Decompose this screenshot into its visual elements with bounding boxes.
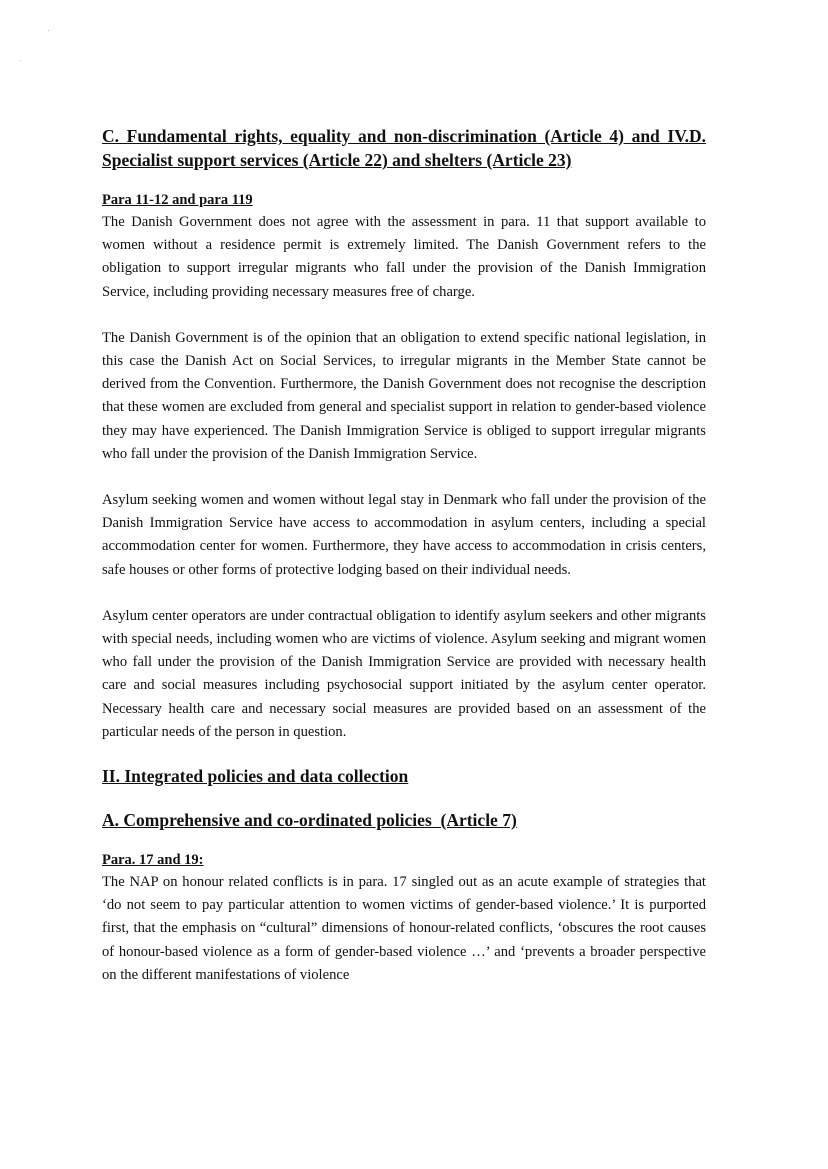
para-11-12-paragraph-1: The Danish Government does not agree with the assessment in para. 11 that support available to women without a residence permit is extremely limited. The Danish Government refers to the obligation to support irregular migrants who fall under the provision of the Danish Immigration Service, including providing necessary measures free of charge. xyxy=(102,214,706,300)
para-17-19-heading: Para. 17 and 19: xyxy=(102,852,204,869)
section-c-heading: C. Fundamental rights, equality and non-discrimination (Article 4) and IV.D. Specialist support services (Article 22) and shelters (Article 23) xyxy=(102,126,706,170)
scan-speck xyxy=(48,30,49,31)
para-11-12-paragraph-3: Asylum seeking women and women without legal stay in Denmark who fall under the provision of the Danish Immigration Service have access to accommodation in asylum centers, including a special accommodation center for women. Furthermore, they have access to accommodation in crisis centers, safe houses or other forms of protective lodging based on their individual needs. xyxy=(102,492,706,578)
page-content xyxy=(102,124,706,987)
para-11-12-paragraph-2: The Danish Government is of the opinion that an obligation to extend specific national legislation, in this case the Danish Act on Social Services, to irregular migrants in the Member State cannot be derived from the Convention. Furthermore, the Danish Government does not recognise the description that these women are excluded from general and specialist support in relation to gender-based violence they may have experienced. The Danish Immigration Service is obliged to support irregular migrants who fall under the provision of the Danish Immigration Service. xyxy=(102,329,706,462)
section-ii-heading: II. Integrated policies and data collection xyxy=(102,766,409,787)
para-17-19-paragraph-1: The NAP on honour related conflicts is in para. 17 singled out as an acute example of strategies that ‘do not seem to pay particular attention to women victims of gender-based violence.’ It is purported first, that the emphasis on “cultural” dimensions of honour-related conflicts, ‘obscures the root causes of honour-based violence as a form of gender-based violence …’ and ‘prevents a broader perspective on the different manifestations of violence xyxy=(102,874,706,983)
para-11-12-paragraph-4: Asylum center operators are under contractual obligation to identify asylum seekers and other migrants with special needs, including women who are victims of violence. Asylum seeking and migrant women who fall under the provision of the Danish Immigration Service are provided with necessary health care and social measures including psychosocial support initiated by the asylum center operator. Necessary health care and necessary social measures are provided based on an assessment of the particular needs of the person in question. xyxy=(102,607,706,740)
para-11-12-heading: Para 11-12 and para 119 xyxy=(102,192,253,208)
scan-speck xyxy=(20,60,21,61)
section-a-heading: A. Comprehensive and co-ordinated policies (Article 7) xyxy=(102,810,517,831)
